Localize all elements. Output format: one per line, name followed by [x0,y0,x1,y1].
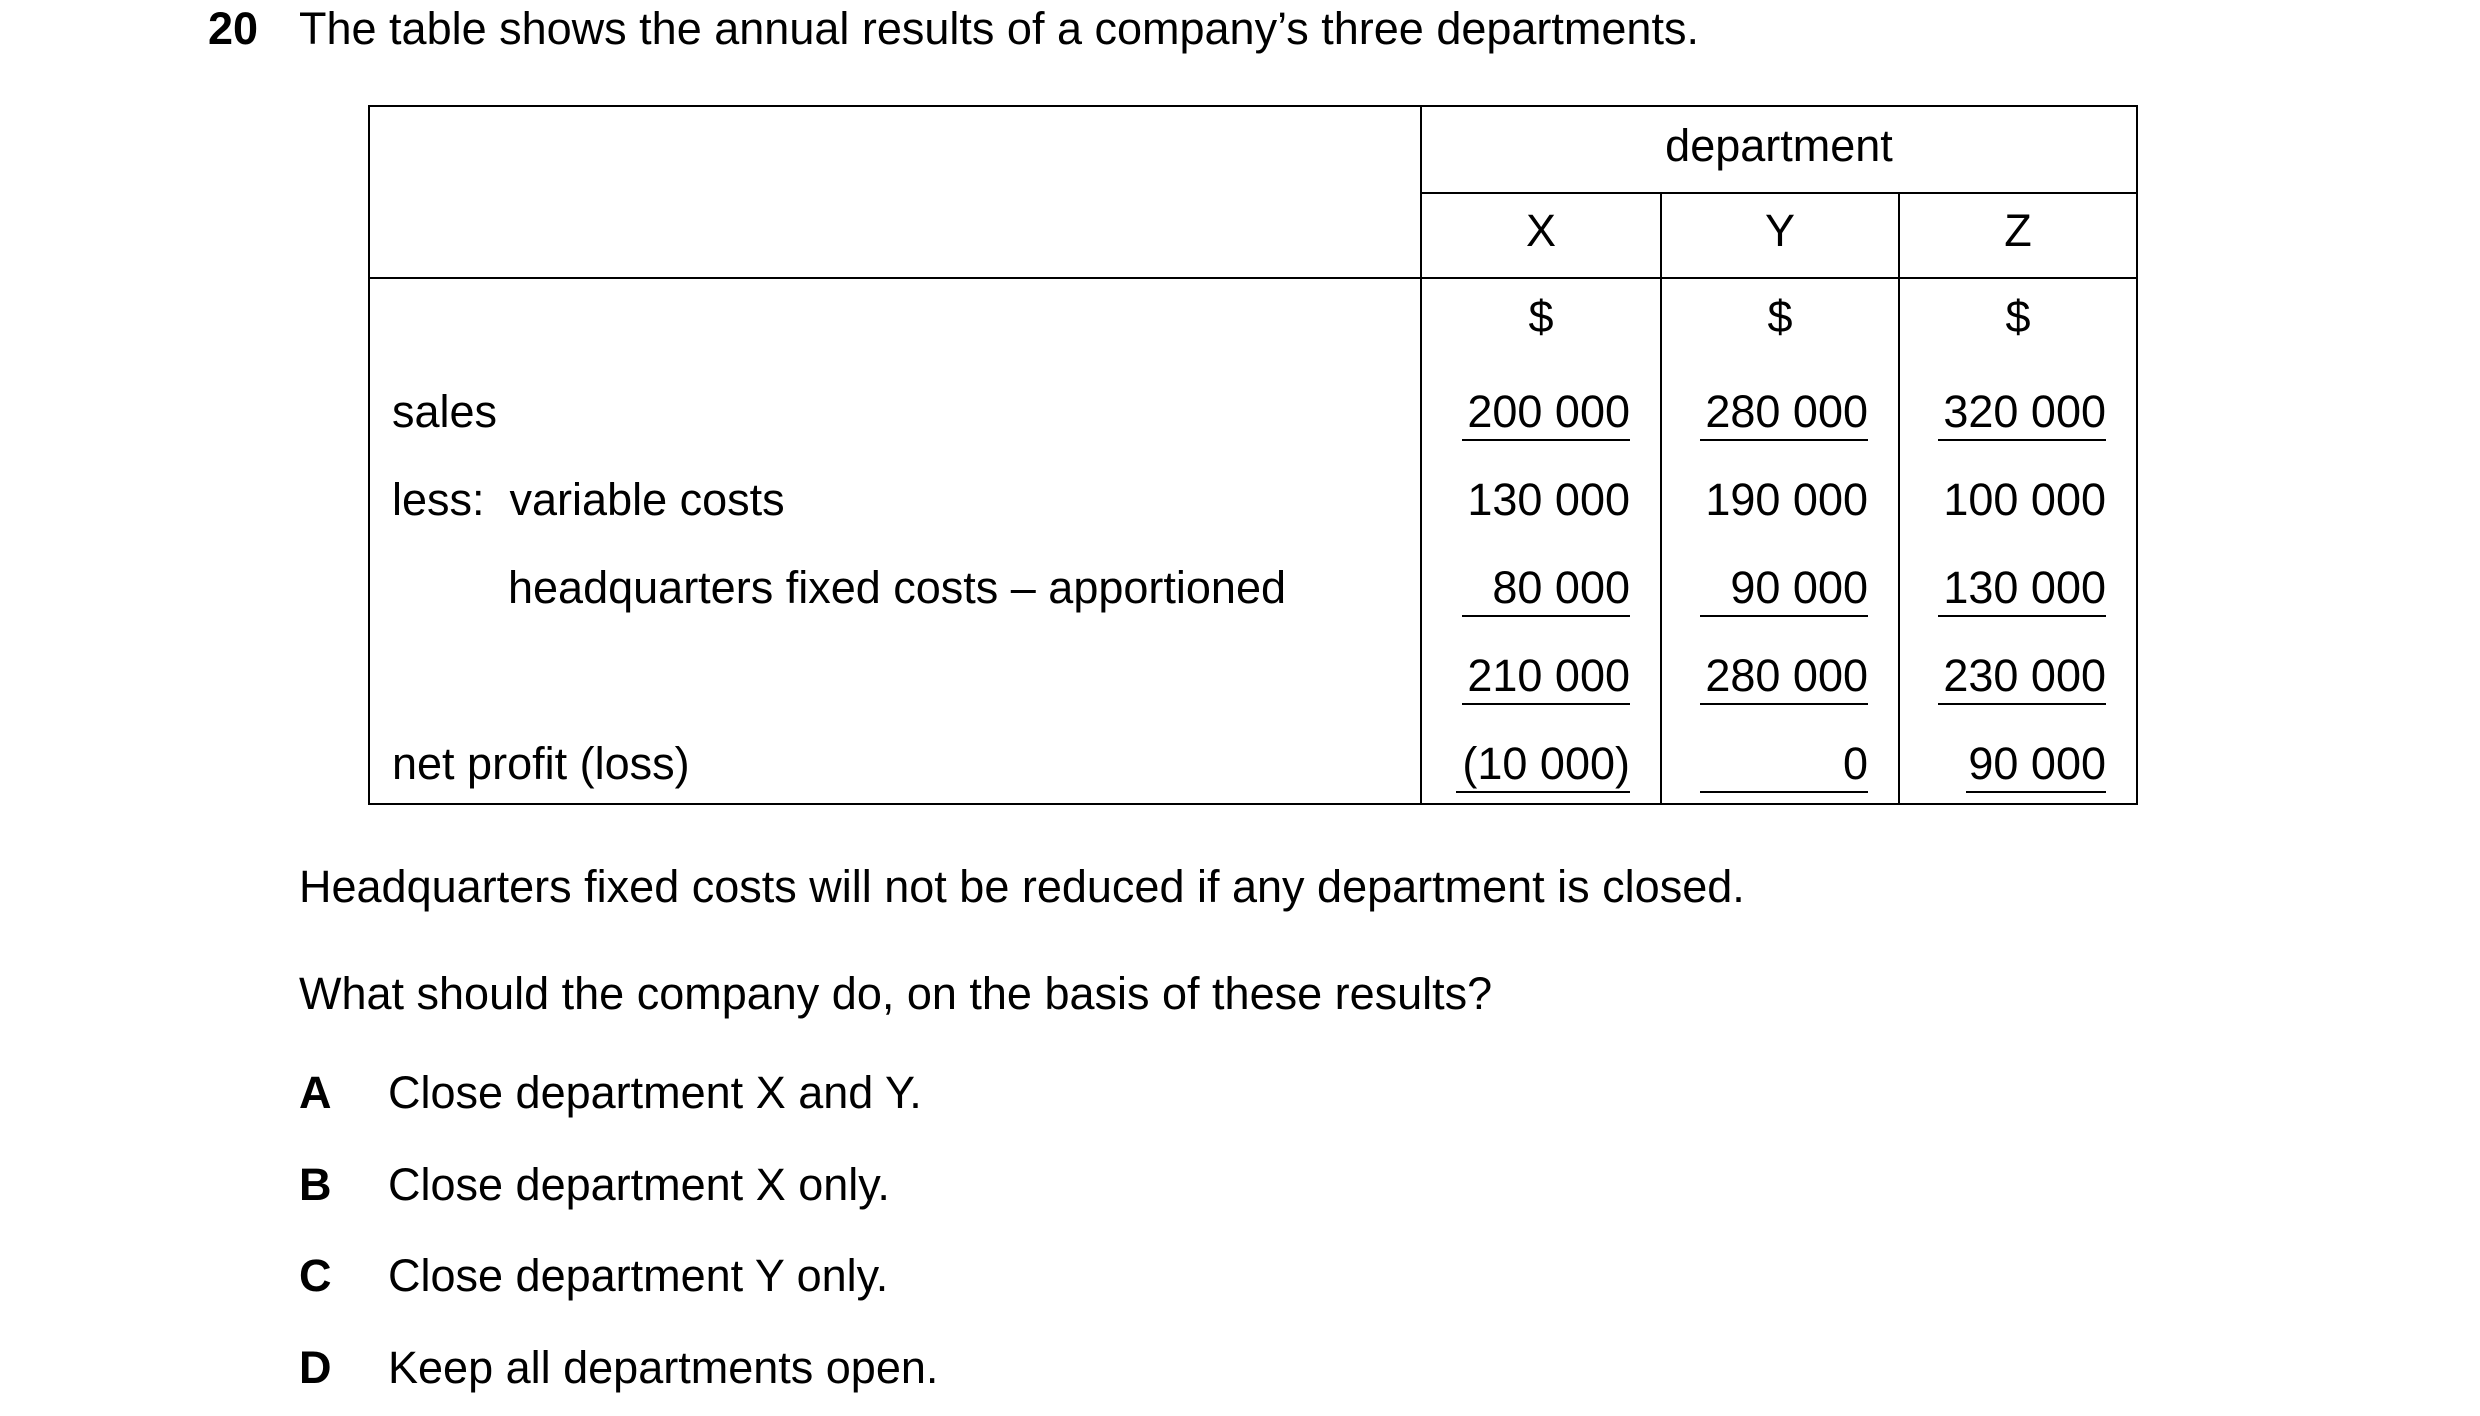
net-profit-x: (10 000) [1456,739,1630,793]
option-a-letter: A [299,1067,332,1118]
column-header-y: Y [1764,205,1795,256]
divider-under-department [1420,192,2136,194]
column-header-z: Z [2004,205,2032,256]
sales-y: 280 000 [1700,387,1868,441]
variable-costs-y: 190 000 [1705,474,1868,525]
value-cell [1900,737,2106,793]
row-label-net-profit: net profit (loss) [392,738,690,789]
total-costs-z: 230 000 [1938,651,2106,705]
total-costs-y: 280 000 [1700,651,1868,705]
option-c-text[interactable]: Close department Y only. [388,1250,889,1301]
variable-costs-z: 100 000 [1943,474,2106,525]
value-cell [1900,385,2106,441]
value-cell [1662,649,1868,705]
question-stem: The table shows the annual results of a company’s three departments. [299,3,1699,54]
option-d-letter: D [299,1342,332,1393]
department-header: department [1665,120,1893,171]
column-header-x: X [1525,205,1556,256]
option-a-text[interactable]: Close department X and Y. [388,1067,922,1118]
value-cell [1422,561,1630,617]
currency-x: $ [1528,291,1554,342]
option-b-text[interactable]: Close department X only. [388,1159,890,1210]
sales-z: 320 000 [1938,387,2106,441]
hq-fixed-costs-y: 90 000 [1700,563,1868,617]
net-profit-z: 90 000 [1966,739,2106,793]
row-label-hq-fixed-costs: headquarters fixed costs – apportioned [508,562,1287,613]
row-label-sales: sales [392,386,498,437]
question-prompt: What should the company do, on the basis of these results? [299,968,1493,1019]
question-number: 20 [208,3,259,54]
row-label-variable-costs: less: variable costs [392,474,785,525]
sales-x: 200 000 [1462,387,1630,441]
option-d-text[interactable]: Keep all departments open. [388,1342,939,1393]
value-cell [1422,737,1630,793]
hq-fixed-costs-x: 80 000 [1462,563,1630,617]
value-cell [1662,561,1868,617]
total-costs-x: 210 000 [1462,651,1630,705]
option-b-letter: B [299,1159,332,1210]
note-text: Headquarters fixed costs will not be reduced if any department is closed. [299,861,1745,912]
value-cell [1662,737,1868,793]
value-cell [1422,649,1630,705]
value-cell [1900,649,2106,705]
hq-fixed-costs-z: 130 000 [1938,563,2106,617]
results-table [368,105,2138,805]
value-cell [1422,385,1630,441]
currency-z: $ [2005,291,2031,342]
value-cell [1662,385,1868,441]
option-c-letter: C [299,1250,332,1301]
divider-under-header [370,277,2136,279]
currency-y: $ [1767,291,1793,342]
net-profit-y: 0 [1700,739,1868,793]
variable-costs-x: 130 000 [1467,474,1630,525]
value-cell [1900,561,2106,617]
